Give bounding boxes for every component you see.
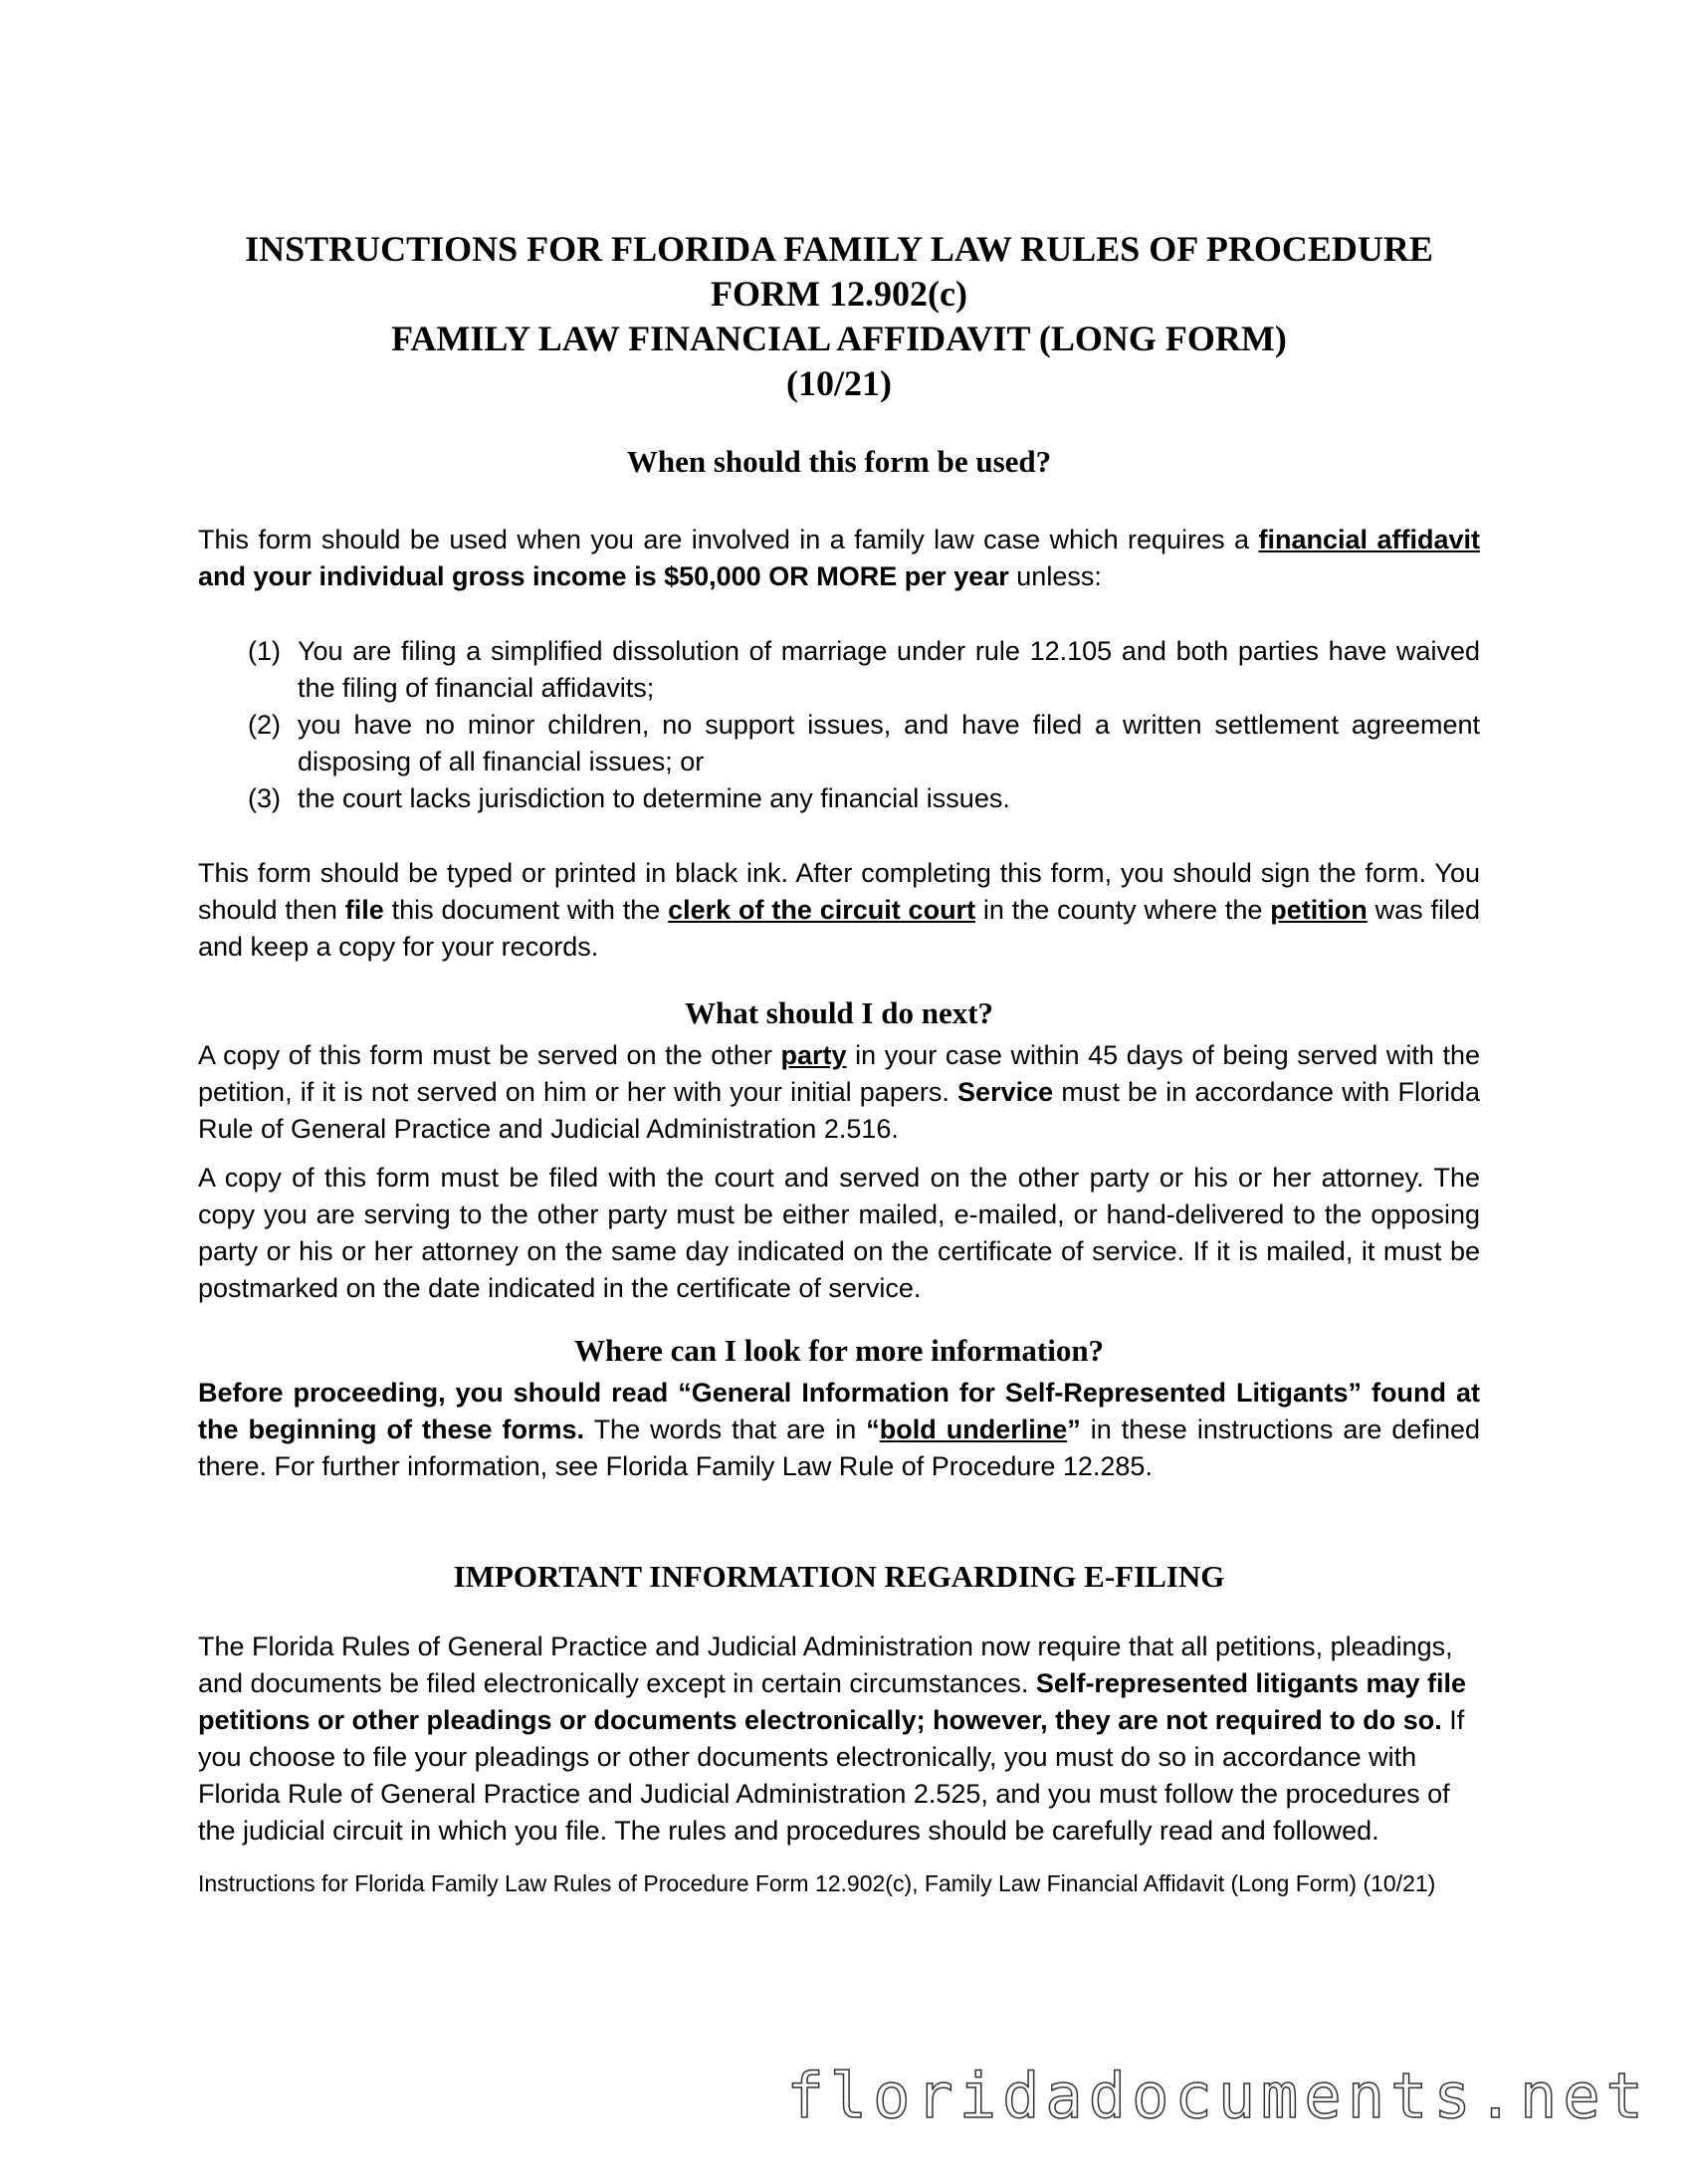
conditions-list [198, 633, 1480, 817]
petition-link[interactable]: petition [1270, 895, 1368, 925]
more-info-text-1: The words that are in [584, 1415, 867, 1444]
financial-affidavit-link[interactable]: financial affidavit [1258, 525, 1480, 554]
efiling-bold: Self-represented litigants may file petitions or other pleadings or documents electronically; however, they are not required to do so. [198, 1668, 1467, 1735]
party-link[interactable]: party [780, 1040, 847, 1070]
page-footer: Instructions for Florida Family Law Rules of Procedure Form 12.902(c), Family Law Financial Affidavit (Long Form) (10/21) [198, 1870, 1436, 1896]
efiling-text-2: If you choose to file your pleadings or other documents electronically, you must do so in accordance with Florida Rule of General Practice and Judicial Administration 2.525, and you must follow the procedures of the judicial circuit in which you file. The rules and procedures should be carefully read and followed. [198, 1705, 1465, 1846]
when-intro-paragraph [198, 522, 1480, 595]
filing-paragraph: A copy of this form must be filed with the court and served on the other party or his or her attorney. The copy you are serving to the other party must be either mailed, e-mailed, or hand-delivered to the opposing party or his or her attorney on the same day indicated on the certificate of service. If it is mailed, it must be postmarked on the date indicated in the certificate of service. [198, 1163, 1480, 1303]
ink-text-2: this document with the [383, 895, 669, 925]
intro-income-bold: and your individual gross income is $50,000 OR MORE per year [198, 561, 1009, 591]
list-item [198, 707, 1480, 780]
list-item-number: (1) [248, 636, 281, 666]
ink-paragraph [198, 855, 1480, 966]
intro-text-2: unless: [1008, 561, 1102, 591]
document-title [198, 227, 1480, 406]
service-paragraph [198, 1037, 1480, 1148]
service-text-3: must be in accordance with Florida Rule of General Practice and Judicial Administration 2.516. [198, 1077, 1480, 1144]
title-line-2: FORM 12.902(c) [711, 274, 967, 314]
quote-close: ” [1067, 1415, 1081, 1444]
ink-text-4: was filed and keep a copy for your records. [198, 895, 1480, 962]
list-item [198, 633, 1480, 707]
bold-underline-link[interactable]: bold underline [879, 1415, 1068, 1444]
title-line-3: FAMILY LAW FINANCIAL AFFIDAVIT (LONG FORM) [391, 319, 1287, 358]
list-item [198, 780, 1480, 817]
ink-text-1: This form should be typed or printed in black ink. After completing this form, you should sign the form. You should then [198, 858, 1480, 925]
next-heading: What should I do next? [684, 995, 994, 1030]
quote-open: “ [866, 1415, 880, 1444]
more-info-heading: Where can I look for more information? [573, 1333, 1105, 1368]
title-line-4: (10/21) [786, 363, 892, 403]
watermark-logo: floridadocuments.net [786, 2060, 1649, 2132]
efiling-heading: IMPORTANT INFORMATION REGARDING E-FILING [453, 1559, 1225, 1594]
ink-text-3: in the county where the [975, 895, 1271, 925]
service-text-2: in your case within 45 days of being served with the petition, if it is not served on him or her with your initial papers. [198, 1040, 1480, 1107]
efiling-text-1: The Florida Rules of General Practice and Judicial Administration now require that all petitions, pleadings, and documents be filed electronically except in certain circumstances. [198, 1632, 1453, 1698]
more-info-paragraph [198, 1375, 1480, 1485]
list-item-text: the court lacks jurisdiction to determine any financial issues. [298, 783, 1010, 813]
list-item-text: you have no minor children, no support issues, and have filed a written settlement agreement disposing of all financial issues; or [298, 710, 1480, 776]
service-bold: Service [957, 1077, 1054, 1107]
title-line-1: INSTRUCTIONS FOR FLORIDA FAMILY LAW RULES OF PROCEDURE [245, 229, 1433, 269]
list-item-number: (3) [248, 783, 281, 813]
efiling-paragraph [198, 1629, 1480, 1850]
clerk-of-circuit-court-link[interactable]: clerk of the circuit court [668, 895, 976, 925]
list-item-number: (2) [248, 710, 281, 740]
when-heading: When should this form be used? [626, 444, 1052, 479]
service-text-1: A copy of this form must be served on the other [198, 1040, 781, 1070]
more-info-text-2: in these instructions are defined there. For further information, see Florida Family Law Rule of Procedure 12.285. [198, 1415, 1480, 1481]
file-bold: file [344, 895, 384, 925]
list-item-text: You are filing a simplified dissolution of marriage under rule 12.105 and both parties have waived the filing of financial affidavits; [298, 636, 1480, 703]
more-info-bold: Before proceeding, you should read “General Information for Self-Represented Litigants” found at the beginning of these forms. [198, 1378, 1480, 1444]
intro-text-1: This form should be used when you are involved in a family law case which requires a [198, 525, 1259, 554]
document-content [198, 227, 1480, 1899]
